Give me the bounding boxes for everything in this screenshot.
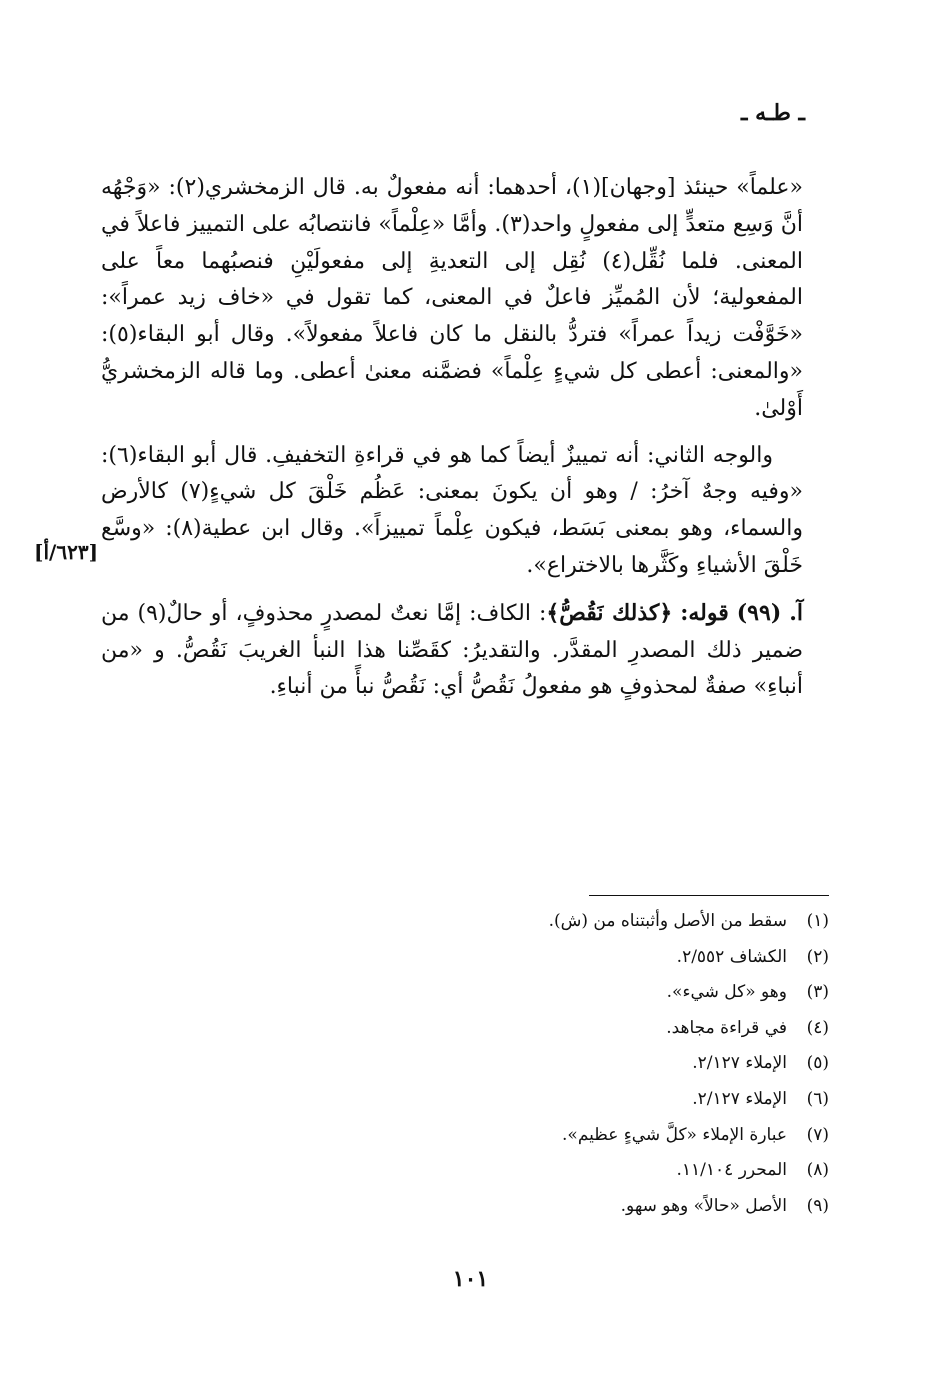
footnote-text: الكشاف ٢/٥٥٢.	[676, 946, 787, 967]
footnote-number: (٧)	[806, 1124, 829, 1145]
footnote-divider	[589, 895, 829, 896]
footnote-item	[269, 1046, 829, 1082]
main-text	[101, 170, 803, 706]
footnote-number: (٤)	[806, 1017, 829, 1038]
footnote-number: (٩)	[806, 1195, 829, 1216]
verse-explanation: : الكاف: إمَّا نعتٌ لمصدرٍ محذوفٍ، أو حالٌ(٩) من ضمير ذلك المصدرِ المقدَّر. والتقديرُ: كقَصِّنا هذا النبأ الغريبَ نَقُصُّ. و «من أنباءِ» صفةٌ لمحذوفٍ هو مفعولُ نَقُصُّ أي: نَقُصُّ نبأً من أنباءِ.	[101, 600, 803, 700]
page-number: ١٠١	[452, 1266, 489, 1292]
footnote-item	[269, 1118, 829, 1154]
footnote-item	[269, 1189, 829, 1225]
manuscript-folio-ref: [٦٢٣/أ]	[34, 540, 99, 564]
footnote-item	[269, 1153, 829, 1189]
footnote-text: الإملاء ٢/١٢٧.	[692, 1088, 787, 1109]
paragraph-1: «علماً» حينئذ [وجهان](١)، أحدهما: أنه مفعولٌ به. قال الزمخشري(٢): «وَجْهُه أنَّ وَسِع متعدٍّ إلى مفعولٍ واحد(٣). وأمَّا «عِلْماً» فانتصابُه على التمييز فاعلاً في المعنى. فلما نُقِّل(٤) نُقِل إلى التعديةِ إلى مفعولَيْنِ فنصبُهما معاً على المفعولية؛ لأن المُميِّز فاعلٌ في المعنى، كما تقول في «خاف زيد عمراً»: «خَوَّفْت زيداً عمراً» فتردُّ بالنقل ما كان فاعلاً مفعولاً». وقال أبو البقاء(٥): «والمعنى: أعطى كل شيءٍ عِلْماً» فضمَّنه معنىٰ أعطى. وما قاله الزمخشريُّ أَوْلىٰ.	[101, 175, 804, 421]
verse-said: قوله:	[680, 599, 729, 626]
footnote-text: وهو «كل شيء».	[666, 982, 787, 1003]
footnote-item	[269, 1011, 829, 1047]
footnote-item	[269, 904, 829, 940]
verse-commentary	[101, 595, 803, 706]
footnote-number: (١)	[806, 911, 829, 931]
footnote-text: الإملاء ٢/١٢٧.	[692, 1053, 787, 1074]
verse-lead: آ.	[789, 599, 803, 626]
footnote-number: (٨)	[806, 1160, 829, 1181]
footnote-text: المحرر ١١/١٠٤.	[676, 1160, 787, 1181]
footnote-text: سقط من الأصل وأثبتناه من (ش).	[548, 911, 787, 931]
paragraph-2: والوجه الثاني: أنه تمييزٌ أيضاً كما هو في قراءةِ التخفيفِ. قال أبو البقاء(٦): «وفيه وجهٌ آخرُ: / وهو أن يكونَ بمعنى: عَظُم خَلْقَ كل شيءٍ(٧) كالأرض والسماء، وهو بمعنى بَسَط، فيكون عِلْماً تمييزاً». وقال ابن عطية(٨): «وسَّع خَلْقَ الأشياءِ وكَثَّرها بالاختراع».	[101, 442, 803, 578]
footnote-number: (٣)	[806, 982, 829, 1003]
footnote-number: (٢)	[806, 946, 829, 967]
footnote-text: في قراءة مجاهد.	[666, 1017, 787, 1038]
footnote-item	[269, 940, 829, 976]
footnote-text: الأصل «حالاً» وهو سهو.	[620, 1195, 787, 1216]
running-header: ـ طـه ـ	[741, 100, 805, 126]
footnote-text: عبارة الإملاء «كلَّ شيءٍ عظيم».	[562, 1124, 787, 1145]
footnote-item	[269, 1082, 829, 1118]
quran-quote: ﴿كذلك نَقُصُّ﴾	[546, 599, 673, 626]
footnote-number: (٦)	[806, 1088, 829, 1109]
footnote-number: (٥)	[806, 1053, 829, 1074]
footnotes-list	[269, 904, 829, 1224]
footnote-item	[269, 975, 829, 1011]
verse-number: (٩٩)	[736, 599, 782, 626]
